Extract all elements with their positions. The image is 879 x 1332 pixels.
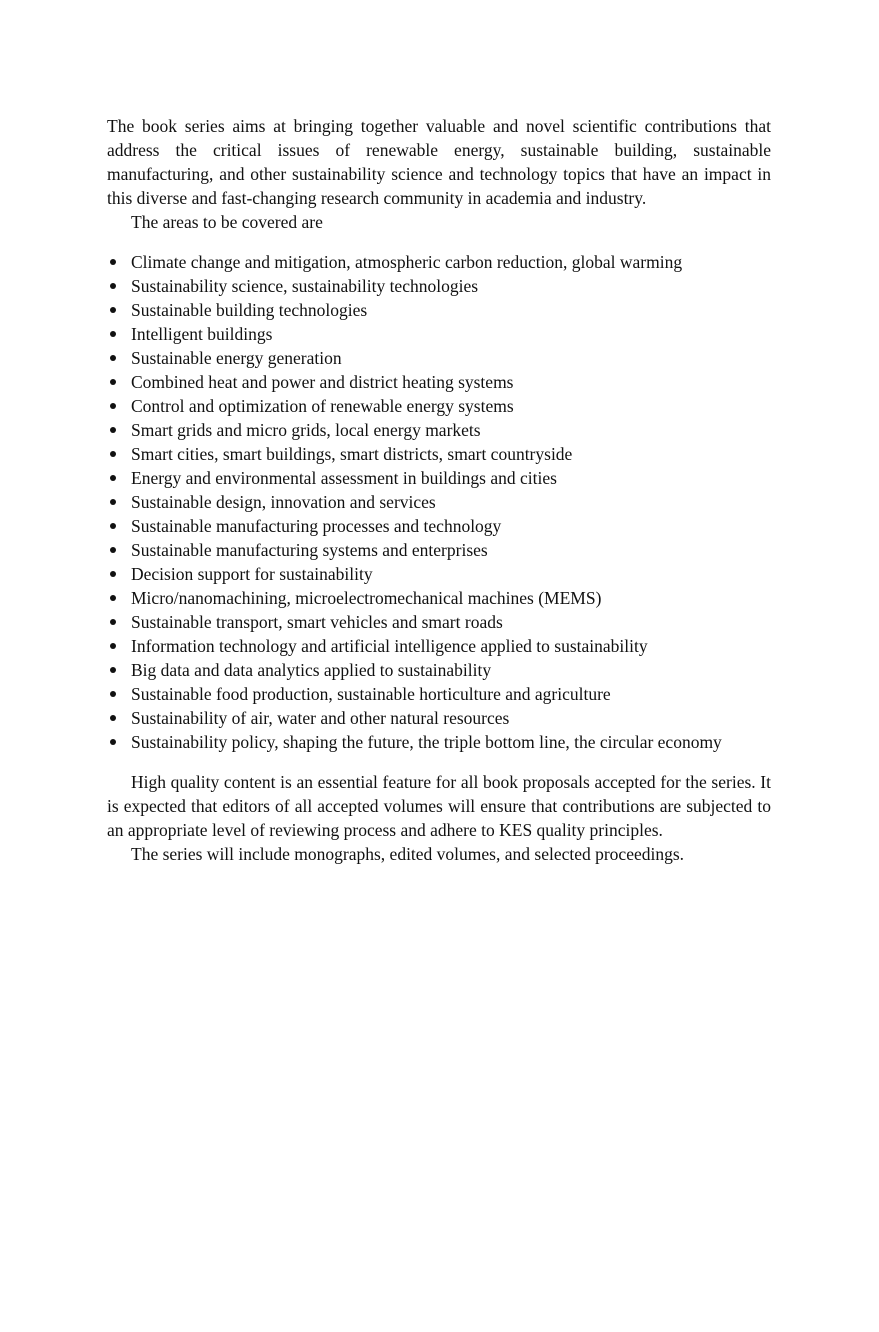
- topic-label: Smart grids and micro grids, local energy markets: [131, 420, 481, 440]
- topic-item: [107, 610, 771, 634]
- topic-label: Sustainability policy, shaping the future, the triple bottom line, the circular economy: [131, 732, 722, 752]
- topic-item: [107, 730, 771, 754]
- topic-label: Sustainable food production, sustainable horticulture and agriculture: [131, 684, 611, 704]
- series-description: [107, 114, 771, 866]
- topic-item: [107, 346, 771, 370]
- quality-paragraph: High quality content is an essential feature for all book proposals accepted for the series. It is expected that editors of all accepted volumes will ensure that contributions are subjected to an appropriate level of reviewing process and adhere to KES quality principles.: [107, 772, 771, 840]
- topic-item: [107, 370, 771, 394]
- bullet-icon: [110, 475, 116, 481]
- topic-item: [107, 586, 771, 610]
- bullet-icon: [110, 667, 116, 673]
- topic-label: Big data and data analytics applied to sustainability: [131, 660, 492, 680]
- topics-list: [107, 250, 771, 754]
- topic-item: [107, 682, 771, 706]
- topic-label: Decision support for sustainability: [131, 564, 373, 584]
- topic-label: Sustainable energy generation: [131, 348, 342, 368]
- bullet-icon: [110, 595, 116, 601]
- bullet-icon: [110, 523, 116, 529]
- topic-label: Smart cities, smart buildings, smart districts, smart countryside: [131, 444, 573, 464]
- series-paragraph: The series will include monographs, edited volumes, and selected proceedings.: [131, 844, 685, 864]
- topic-label: Sustainability science, sustainability technologies: [131, 276, 479, 296]
- bullet-icon: [110, 739, 116, 745]
- bullet-icon: [110, 307, 116, 313]
- intro-paragraph: The book series aims at bringing together valuable and novel scientific contributions that address the critical issues of renewable energy, sustainable building, sustainable manufacturing, and other sustainability science and technology topics that have an impact in this diverse and fast-changing research community in academia and industry.: [107, 116, 771, 208]
- topic-item: [107, 490, 771, 514]
- topic-label: Combined heat and power and district heating systems: [131, 372, 514, 392]
- topic-item: [107, 538, 771, 562]
- bullet-icon: [110, 571, 116, 577]
- bullet-icon: [110, 691, 116, 697]
- bullet-icon: [110, 379, 116, 385]
- topic-item: [107, 418, 771, 442]
- topic-item: [107, 706, 771, 730]
- topic-label: Sustainability of air, water and other natural resources: [131, 708, 510, 728]
- topic-item: [107, 394, 771, 418]
- topic-item: [107, 562, 771, 586]
- bullet-icon: [110, 715, 116, 721]
- topic-item: [107, 322, 771, 346]
- topic-item: [107, 634, 771, 658]
- topic-item: [107, 514, 771, 538]
- topic-label: Control and optimization of renewable energy systems: [131, 396, 514, 416]
- bullet-icon: [110, 427, 116, 433]
- topic-label: Sustainable manufacturing processes and technology: [131, 516, 502, 536]
- bullet-icon: [110, 619, 116, 625]
- bullet-icon: [110, 259, 116, 265]
- topic-label: Climate change and mitigation, atmospheric carbon reduction, global warming: [131, 252, 683, 272]
- bullet-icon: [110, 547, 116, 553]
- bullet-icon: [110, 451, 116, 457]
- topic-item: [107, 250, 771, 274]
- areas-intro: The areas to be covered are: [131, 212, 323, 232]
- topic-label: Information technology and artificial intelligence applied to sustainability: [131, 636, 648, 656]
- bullet-icon: [110, 283, 116, 289]
- topic-label: Micro/nanomachining, microelectromechanical machines (MEMS): [131, 588, 602, 608]
- topic-label: Sustainable building technologies: [131, 300, 368, 320]
- topic-label: Sustainable manufacturing systems and enterprises: [131, 540, 488, 560]
- topic-label: Sustainable design, innovation and services: [131, 492, 436, 512]
- bullet-icon: [110, 499, 116, 505]
- topic-label: Sustainable transport, smart vehicles and smart roads: [131, 612, 503, 632]
- bullet-icon: [110, 643, 116, 649]
- bullet-icon: [110, 331, 116, 337]
- topic-label: Energy and environmental assessment in buildings and cities: [131, 468, 557, 488]
- topic-item: [107, 658, 771, 682]
- topic-item: [107, 298, 771, 322]
- topic-item: [107, 442, 771, 466]
- bullet-icon: [110, 403, 116, 409]
- bullet-icon: [110, 355, 116, 361]
- topic-item: [107, 274, 771, 298]
- topic-label: Intelligent buildings: [131, 324, 273, 344]
- topic-item: [107, 466, 771, 490]
